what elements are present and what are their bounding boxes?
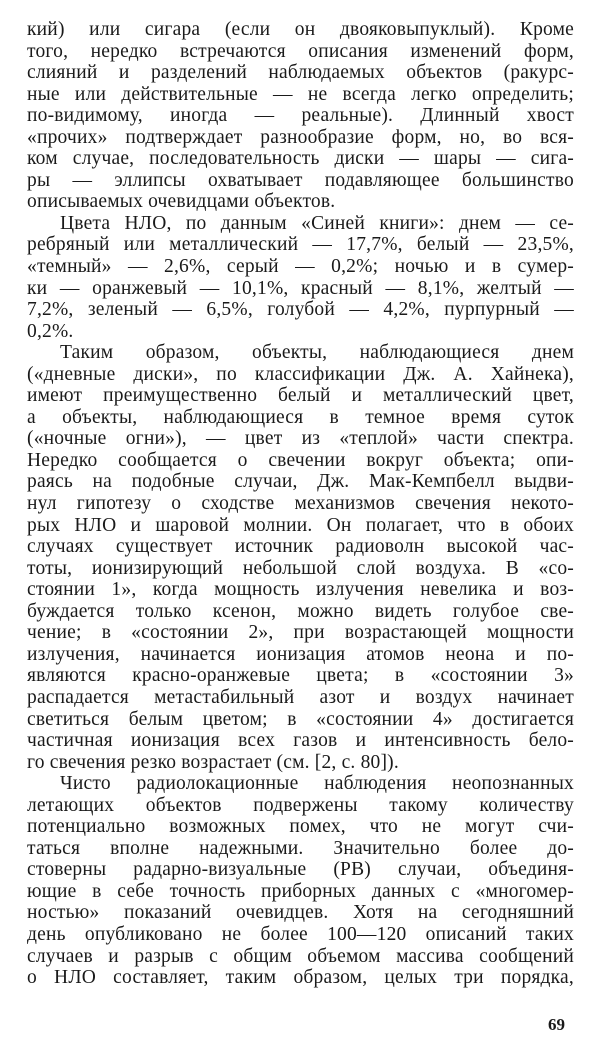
text-line: случаях существует источник радиоволн высокой час- (27, 536, 574, 558)
text-line: случаев и разрыв с общим объемом массива сообщений (27, 945, 574, 967)
text-line: 7,2%, зеленый — 6,5%, голубой — 4,2%, пурпурный — (27, 299, 574, 321)
text-line: кий) или сигара (если он двояковыпуклый). Кроме (27, 19, 574, 40)
text-line: ные или действительные — не всегда легко определить; (27, 83, 574, 105)
text-line: Таким образом, объекты, наблюдающиеся днем (60, 342, 574, 364)
text-line: («ночные огни»), — цвет из «теплой» части спектра. (27, 428, 574, 450)
text-line: а объекты, наблюдающиеся в темное время суток (27, 406, 574, 428)
text-line: летающих объектов подвержены такому количеству (27, 794, 574, 816)
text-line: рых НЛО и шаровой молнии. Он полагает, что в обоих (27, 514, 574, 536)
text-line: Чисто радиолокационные наблюдения неопознанных (60, 773, 574, 795)
paragraph (27, 213, 574, 342)
text-line: «темный» — 2,6%, серый — 0,2%; ночью и в сумер- (27, 256, 574, 278)
text-line: ки — оранжевый — 10,1%, красный — 8,1%, желтый — (27, 277, 574, 299)
text-line: распадается метастабильный азот и воздух начинает (27, 686, 574, 708)
text-line: раясь на подобные случаи, Дж. Мак-Кемпбелл выдви- (27, 471, 574, 493)
text-line: стоянии 1», когда мощность излучения невелика и воз- (27, 579, 574, 601)
text-line: излучения, начинается ионизация атомов неона и по- (27, 643, 574, 665)
text-line: являются красно-оранжевые цвета; в «состоянии 3» (27, 665, 574, 687)
text-line: описываемых очевидцами объектов. (27, 191, 336, 213)
text-line: Цвета НЛО, по данным «Синей книги»: днем — се- (60, 212, 574, 234)
page-body (27, 19, 574, 989)
text-line: «прочих» подтверждает разнообразие форм, но, во вся- (27, 126, 574, 148)
text-line: («дневные диски», по классификации Дж. А. Хайнека), (27, 363, 574, 385)
text-line: ностью» показаний очевидцев. Хотя на сегодняшний (27, 902, 574, 924)
text-line: ком случае, последовательность диски — шары — сига- (27, 148, 574, 170)
text-line: потенциально возможных помех, что не могут счи- (27, 816, 574, 838)
text-line: стоверны радарно-визуальные (РВ) случаи, объединя- (27, 859, 574, 881)
text-line: го свечения резко возрастает (см. [2, с. 80]). (27, 751, 399, 773)
text-line: буждается только ксенон, можно видеть голубое све- (27, 600, 574, 622)
text-line: слияний и разделений наблюдаемых объектов (ракурс- (27, 62, 574, 84)
text-line: 0,2%. (27, 320, 74, 342)
text-line: имеют преимущественно белый и металлический цвет, (27, 385, 574, 407)
text-line: чение; в «состоянии 2», при возрастающей мощности (27, 622, 574, 644)
text-line: частичная ионизация всех газов и интенсивность бело- (27, 730, 574, 752)
paragraph (27, 773, 574, 988)
page-number: 69 (548, 1015, 565, 1034)
paragraph (27, 19, 574, 213)
text-line: ры — эллипсы охватывает подавляющее большинство (27, 169, 574, 191)
text-line: тоты, ионизирующий небольшой слой воздуха. В «со- (27, 557, 574, 579)
text-line: того, нередко встречаются описания изменений форм, (27, 40, 574, 62)
text-line: ющие в себе точность приборных данных с «многомер- (27, 880, 574, 902)
text-line: о НЛО составляет, таким образом, целых три порядка, (27, 967, 574, 989)
text-line: день опубликовано не более 100—120 описаний таких (27, 923, 574, 945)
text-line: нул гипотезу о сходстве механизмов свечения некото- (27, 493, 574, 515)
text-line: ребряный или металлический — 17,7%, белый — 23,5%, (27, 234, 574, 256)
text-line: таться вполне надежными. Значительно более до- (27, 837, 574, 859)
text-line: по-видимому, иногда — реальные). Длинный хвост (27, 105, 574, 127)
paragraph (27, 342, 574, 773)
text-line: светиться белым цветом; в «состоянии 4» достигается (27, 708, 574, 730)
text-line: Нередко сообщается о свечении вокруг объекта; опи- (27, 449, 574, 471)
